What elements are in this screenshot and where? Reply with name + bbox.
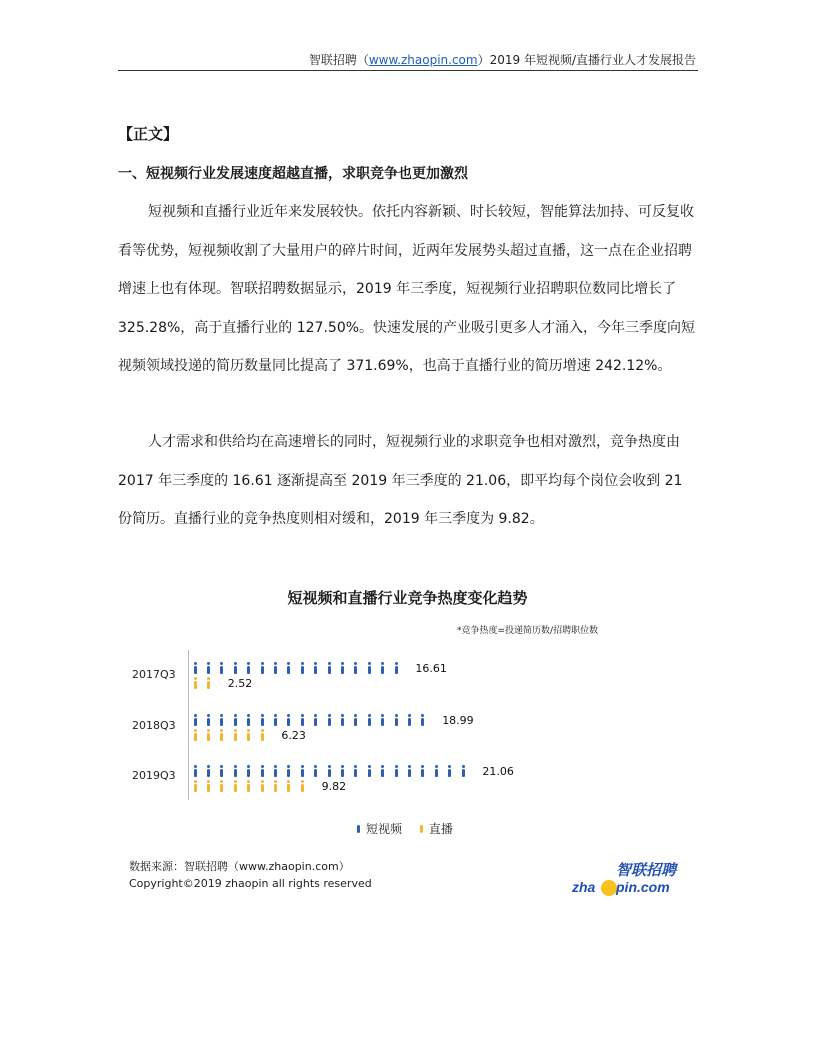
paragraph-1: 短视频和直播行业近年来发展较快。依托内容新颖、时长较短，智能算法加持、可反复收看等优势，短视频收割了大量用户的碎片时间，近两年发展势头超过直播，这一点在企业招聘增速上也有体现。智联招聘数据显示，2019 年三季度，短视频行业招聘职位数同比增长了 325.28%，高于直播行业的 127.50%。快速发展的产业吸引更多人才涌入，今年三季度向短视频领域投递的简历数量同比提高了 371.69%，也高于直播行业的简历增速 242.12%。 xyxy=(118,204,696,374)
person-mark xyxy=(220,765,224,778)
header-prefix: 智联招聘（ xyxy=(308,53,369,67)
person-icon xyxy=(420,825,423,833)
person-mark xyxy=(287,780,291,793)
header-suffix: ）2019 年短视频/直播行业人才发展报告 xyxy=(477,53,696,67)
person-mark xyxy=(327,765,331,778)
person-mark xyxy=(367,662,371,675)
person-mark xyxy=(260,662,264,675)
person-mark xyxy=(206,765,210,778)
legend-label: 直播 xyxy=(428,822,453,836)
header-link[interactable]: www.zhaopin.com xyxy=(368,53,478,67)
person-mark xyxy=(193,677,197,690)
zhaopin-logo xyxy=(570,857,680,897)
person-mark xyxy=(206,714,210,727)
person-mark xyxy=(394,662,398,675)
person-mark xyxy=(287,765,291,778)
person-mark xyxy=(193,729,197,742)
person-mark xyxy=(407,714,411,727)
person-mark xyxy=(273,714,277,727)
person-mark xyxy=(314,714,318,727)
person-mark xyxy=(220,662,224,675)
category-label: 2017Q3 xyxy=(132,668,176,681)
section-label: 【正文】 xyxy=(118,125,179,143)
person-mark xyxy=(407,765,411,778)
copyright: Copyright©2019 zhaopin all rights reserved xyxy=(129,877,372,890)
category-label: 2019Q3 xyxy=(132,769,176,782)
person-mark xyxy=(193,780,197,793)
data-label: 2.52 xyxy=(227,677,253,690)
person-mark xyxy=(421,714,425,727)
person-mark xyxy=(461,765,465,778)
person-mark xyxy=(233,714,237,727)
chart-note: *竞争热度=投递简历数/招聘职位数 xyxy=(457,626,599,636)
person-mark xyxy=(233,662,237,675)
person-mark xyxy=(260,780,264,793)
logo-text-cn: 智联招聘 xyxy=(616,862,677,879)
person-mark xyxy=(354,765,358,778)
person-mark xyxy=(421,765,425,778)
person-mark xyxy=(193,714,197,727)
person-mark xyxy=(327,714,331,727)
person-mark xyxy=(247,765,251,778)
person-mark xyxy=(381,662,385,675)
person-mark xyxy=(220,714,224,727)
legend-item-short-video xyxy=(357,820,402,837)
person-mark xyxy=(247,729,251,742)
person-mark xyxy=(247,780,251,793)
person-mark xyxy=(287,714,291,727)
person-mark xyxy=(193,662,197,675)
person-mark xyxy=(300,780,304,793)
person-mark xyxy=(206,780,210,793)
logo-text-en: pin.com xyxy=(616,879,670,895)
person-mark xyxy=(247,662,251,675)
person-mark xyxy=(300,714,304,727)
person-icon xyxy=(357,825,360,833)
person-mark xyxy=(273,780,277,793)
person-mark xyxy=(448,765,452,778)
person-mark xyxy=(273,765,277,778)
person-mark xyxy=(260,729,264,742)
data-label: 6.23 xyxy=(281,729,306,742)
chart-title: 短视频和直播行业竞争热度变化趋势 xyxy=(287,589,528,607)
person-mark xyxy=(394,714,398,727)
legend-item-live xyxy=(420,820,453,837)
person-mark xyxy=(260,765,264,778)
person-mark xyxy=(394,765,398,778)
person-mark xyxy=(300,765,304,778)
person-mark xyxy=(327,662,331,675)
person-mark xyxy=(233,765,237,778)
person-mark xyxy=(367,765,371,778)
person-mark xyxy=(206,677,210,690)
logo-text-en: zha xyxy=(572,879,596,895)
person-mark xyxy=(434,765,438,778)
person-mark xyxy=(340,662,344,675)
person-mark xyxy=(233,729,237,742)
person-mark xyxy=(314,662,318,675)
person-mark xyxy=(354,714,358,727)
person-mark xyxy=(287,662,291,675)
person-mark xyxy=(381,765,385,778)
person-mark xyxy=(247,714,251,727)
person-mark xyxy=(220,780,224,793)
person-mark xyxy=(314,765,318,778)
person-mark xyxy=(300,662,304,675)
data-source: 数据来源：智联招聘（www.zhaopin.com） xyxy=(129,860,350,873)
section-heading: 一、短视频行业发展速度超越直播，求职竞争也更加激烈 xyxy=(118,166,468,182)
data-label: 18.99 xyxy=(442,714,474,727)
person-mark xyxy=(220,729,224,742)
logo-dot xyxy=(601,880,617,896)
data-label: 9.82 xyxy=(321,780,347,793)
legend-label: 短视频 xyxy=(366,822,403,836)
person-mark xyxy=(193,765,197,778)
person-mark xyxy=(340,714,344,727)
person-mark xyxy=(273,662,277,675)
data-label: 21.06 xyxy=(482,765,514,778)
person-mark xyxy=(354,662,358,675)
person-mark xyxy=(260,714,264,727)
person-mark xyxy=(206,662,210,675)
person-mark xyxy=(206,729,210,742)
chart-legend xyxy=(357,820,467,837)
category-label: 2018Q3 xyxy=(132,719,176,732)
chart-axis xyxy=(188,650,189,800)
person-mark xyxy=(233,780,237,793)
data-label: 16.61 xyxy=(415,662,447,675)
paragraph-2: 人才需求和供给均在高速增长的同时，短视频行业的求职竞争也相对激烈，竞争热度由 2017 年三季度的 16.61 逐渐提高至 2019 年三季度的 21.06，即平均每个岗位会收到 21 份简历。直播行业的竞争热度则相对缓和，2019 年三季度为 9.82。 xyxy=(118,434,683,527)
person-mark xyxy=(340,765,344,778)
person-mark xyxy=(367,714,371,727)
person-mark xyxy=(381,714,385,727)
